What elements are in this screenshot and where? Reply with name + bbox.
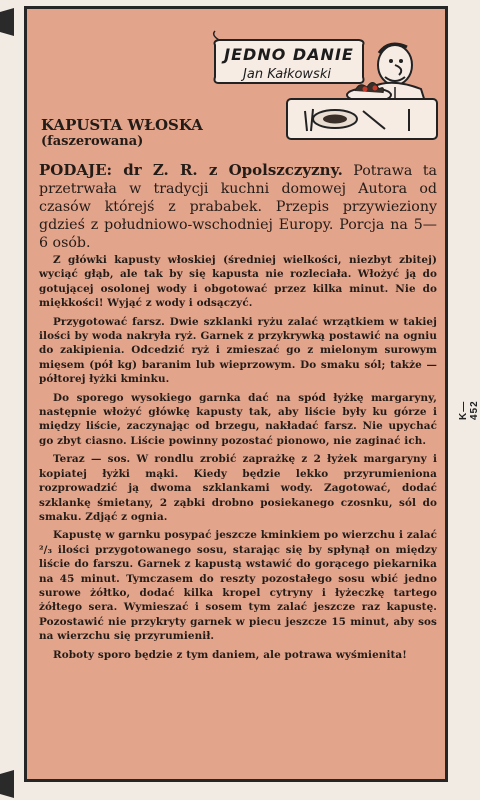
recipe-intro <box>39 161 437 252</box>
intro-lead: PODAJE: dr Z. R. z Opolszczyzny. <box>39 161 343 179</box>
recipe-paragraph: Przygotować farsz. Dwie szklanki ryżu zalać wrzątkiem w takiej ilości by woda nakryła ryż. Garnek z przykrywką postawić na ogniu do zakipienia. Odcedzić ryż i zmieszać go z mielonym surowym mięsem (pół kg) baranim lub wieprzowym. Do smaku sól; także — półtorej łyżki kminku. <box>39 315 437 386</box>
recipe-paragraph: Roboty sporo będzie z tym daniem, ale potrawa wyśmienita! <box>53 648 407 661</box>
recipe-paragraph: Kapustę w garnku posypać jeszcze kminkiem po wierzchu i zalać ²/₃ ilości przygotowanego sosu, starając się by spłynął on między liście do farszu. Garnek z kapustą wstawić do gorącego piekarnika na 45 minut. Tymczasem do reszty pozostałego sosu wbić jedno surowe żółtko, dodać kilka kropel cytryny i łyżeczkę tartego żółtego sera. Wymieszać i sosem tym zalać jeszcze raz kapustę. Pozostawić nie przykryty garnek w piecu jeszcze 15 minut, aby sos na wierzchu się przyrumienił. <box>39 529 437 643</box>
recipe-paragraph: Do sporego wysokiego garnka dać na spód łyżkę margaryny, następnie włożyć główkę kapusty tak, aby liście były ku górze i między liście, zaczynając od brzegu, nakładać farsz. Nie upychać go zbyt ciasno. Liście powinny pozostać pionowo, nie zaginać ich. <box>39 391 437 447</box>
recipe-subtitle: (faszerowana) <box>41 134 144 149</box>
archive-code: K—452 <box>458 400 480 420</box>
recipe-panel <box>24 6 448 782</box>
recipe-paragraph: Teraz — sos. W rondlu zrobić zaprażkę z 2 łyżek margaryny i kopiatej łyżki mąki. Kiedy będzie lekko przyrumieniona rozprowadzić ją dwoma szklankami wody. Zagotować, dodać szklankę śmietany, 2 ząbki drobno posiekanego czosnku, sól do smaku. Zdjąć z ognia. <box>39 453 437 523</box>
intro-text: Potrawa ta przetrwała w tradycji kuchni domowej Autora od czasów którejś z prababek. Przepis przywieziony gdzieś z południowo-wschodniej Europy. Porcja na 5—6 osób. <box>39 163 437 251</box>
recipe-paragraph: Z główki kapusty włoskiej (średniej wielkości, niezbyt zbitej) wyciąć głąb, ale tak by się kapusta nie rozleciała. Włożyć ją do gotującej osolonej wody i obgotować przez kilka minut. Nie do miękkości! Wyjąć z wody i odsączyć. <box>39 254 437 310</box>
column-title: JEDNO DANIE <box>224 45 354 64</box>
table-setting-icon <box>287 99 437 139</box>
recipe-title: KAPUSTA WŁOSKA <box>41 116 203 134</box>
edge-mark-top <box>0 8 16 36</box>
edge-mark-bottom <box>0 770 16 798</box>
column-author: Jan Kałkowski <box>243 67 331 82</box>
recipe-heading <box>41 116 271 150</box>
recipe-body <box>39 253 437 666</box>
